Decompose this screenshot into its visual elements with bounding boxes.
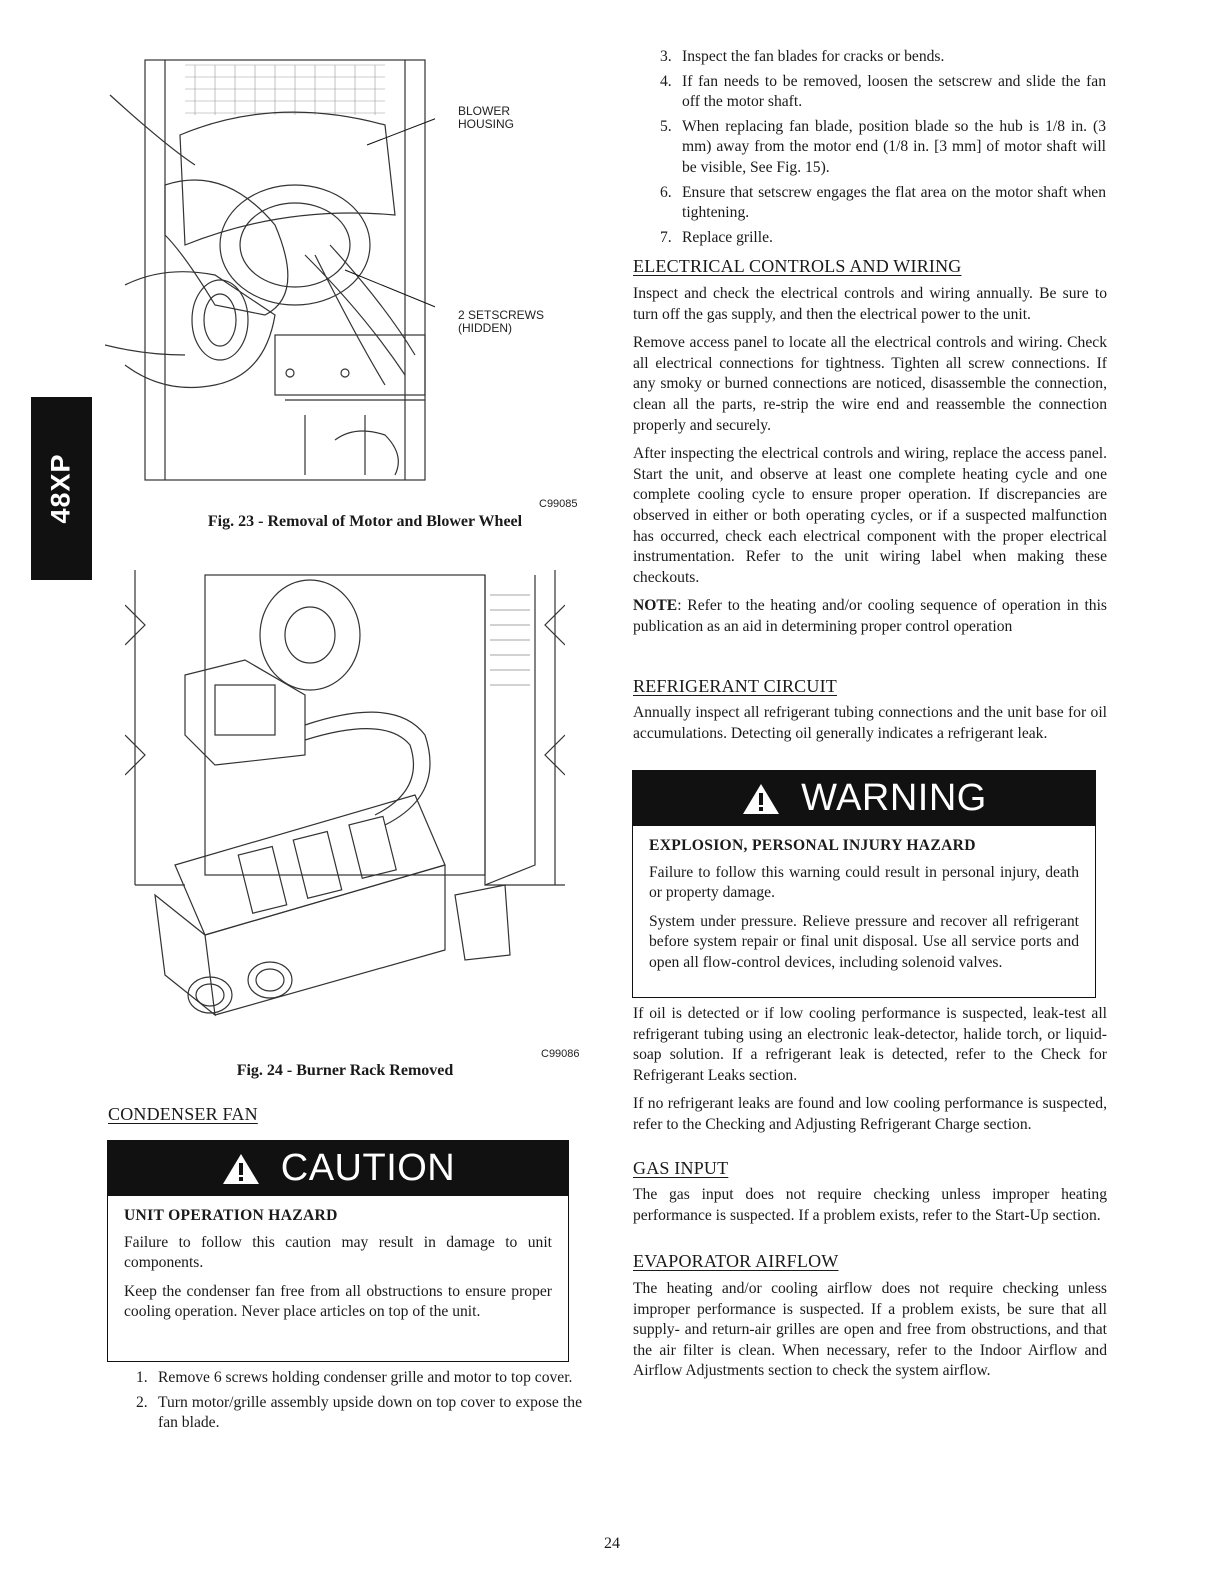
callout-setscrews	[458, 309, 544, 335]
list-item: 7. Replace grille.	[660, 228, 773, 246]
warning-p2: System under pressure. Relieve pressure and recover all refrigerant before system repair or final unit disposal. Use all service ports and open all flow-control devices, including solenoid valves.	[649, 912, 1079, 971]
electrical-note	[633, 596, 1107, 637]
electrical-p1: Inspect and check the electrical controls and wiring annually. Be sure to turn off the gas supply, and then the electrical power to the unit.	[633, 285, 1107, 323]
warning-triangle-icon	[741, 782, 781, 816]
warning-p1: Failure to follow this warning could result in personal injury, death or property damage.	[649, 863, 1079, 902]
list-item: 1. Remove 6 screws holding condenser grille and motor to top cover.	[136, 1369, 573, 1386]
note-label: NOTE	[633, 597, 678, 615]
side-tab	[31, 397, 92, 580]
caution-banner	[108, 1141, 568, 1196]
callout-blower-line2: HOUSING	[458, 117, 515, 131]
figure-24-illustration	[125, 565, 565, 1045]
caution-title: UNIT OPERATION HAZARD	[124, 1207, 338, 1224]
warning-title: EXPLOSION, PERSONAL INJURY HAZARD	[649, 837, 976, 854]
electrical-p2: Remove access panel to locate all the electrical controls and wiring. Check all electrical connections for tightness. Tighten all screw connections. If any smoky or burned connections are noticed, disassemble the connection, clean all the parts, re-strip the wire end and reassemble the connection properly and securely.	[633, 334, 1107, 434]
callout-setscrews-line2: (HIDDEN)	[458, 321, 512, 335]
evap-airflow-text	[633, 1279, 1107, 1390]
callout-blower-line1: BLOWER	[458, 104, 511, 118]
caution-p2: Keep the condenser fan free from all obstructions to ensure proper cooling operation. Never place articles on top of the unit.	[124, 1282, 552, 1321]
gas-input-p1: The gas input does not require checking unless improper heating performance is suspected. If a problem exists, refer to the Start-Up section.	[633, 1186, 1107, 1224]
heading-refrigerant: REFRIGERANT CIRCUIT	[633, 676, 837, 696]
heading-electrical: ELECTRICAL CONTROLS AND WIRING	[633, 256, 962, 276]
list-item: 6. Ensure that setscrew engages the flat area on the motor shaft when tightening.	[660, 183, 1106, 222]
warning-label: WARNING	[801, 777, 987, 819]
refrigerant-p3: If no refrigerant leaks are found and low cooling performance is suspected, refer to the Checking and Adjusting Refrigerant Charge section.	[633, 1095, 1107, 1133]
condenser-steps-left	[124, 1368, 582, 1434]
electrical-p3: After inspecting the electrical controls and wiring, replace the access panel. Start the unit, and observe at least one complete heating cycle and one complete cooling cycle to ensure proper operation. If discrepancies are observed in either or both operating cycles, or if a suspected malfunction has occurred, check each electrical component with the proper electrical instrumentation. Refer to the unit wiring label when making these checkouts.	[633, 445, 1107, 586]
caution-body	[108, 1196, 568, 1339]
page-number: 24	[604, 1535, 620, 1552]
refrigerant-p1: Annually inspect all refrigerant tubing connections and the unit base for oil accumulations. Detecting oil generally indicates a refrigerant leak.	[633, 704, 1107, 742]
heading-condenser-fan: CONDENSER FAN	[108, 1104, 258, 1124]
list-item: 5. When replacing fan blade, position blade so the hub is 1/8 in. (3 mm) away from the motor end (1/8 in. [3 mm] of motor shaft will be visible, See Fig. 15).	[660, 117, 1106, 176]
figure-23-code: C99085	[539, 498, 578, 510]
heading-evaporator-airflow: EVAPORATOR AIRFLOW	[633, 1251, 839, 1271]
figure-24-caption: Fig. 24 - Burner Rack Removed	[236, 1062, 454, 1079]
list-item: 4. If fan needs to be removed, loosen the setscrew and slide the fan off the motor shaft.	[660, 72, 1106, 111]
figure-23-illustration	[105, 55, 435, 487]
list-item: 2. Turn motor/grille assembly upside down on top cover to expose the fan blade.	[136, 1393, 582, 1432]
heading-gas-input: GAS INPUT	[633, 1158, 729, 1178]
caution-p1: Failure to follow this caution may result in damage to unit components.	[124, 1233, 552, 1272]
figure-23-caption: Fig. 23 - Removal of Motor and Blower Wheel	[207, 513, 523, 530]
warning-banner	[633, 771, 1095, 826]
warning-box	[632, 770, 1096, 998]
refrigerant-p2: If oil is detected or if low cooling performance is suspected, leak-test all refrigerant tubing using an electronic leak-detector, halide torch, or liquid-soap solution. If a refrigerant leak is detected, refer to the Check for Refrigerant Leaks section.	[633, 1005, 1107, 1084]
blower-motor-drawing	[105, 55, 435, 487]
note-text: : Refer to the heating and/or cooling sequence of operation in this publication as an aid in determining proper control operation	[633, 597, 1107, 635]
callout-setscrews-line1: 2 SETSCREWS	[458, 308, 545, 322]
burner-rack-drawing	[125, 565, 565, 1045]
evap-airflow-p1: The heating and/or cooling airflow does not require checking unless improper performance is suspected. If a problem exists, be sure that all supply- and return-air grilles are open and free from obstructions, and that the air filter is clean. When necessary, refer to the Indoor Airflow and Airflow Adjustments section to check the system airflow.	[633, 1280, 1107, 1380]
refrigerant-text	[633, 703, 1107, 752]
side-tab-label: 48XP	[46, 453, 76, 524]
warning-body	[633, 826, 1095, 990]
warning-triangle-icon	[221, 1152, 261, 1186]
figure-24-code: C99086	[541, 1048, 580, 1060]
callout-blower-housing	[458, 105, 514, 131]
refrigerant-text-2	[633, 1004, 1107, 1144]
electrical-text	[633, 284, 1107, 646]
caution-box	[107, 1140, 569, 1362]
gas-input-text	[633, 1185, 1107, 1234]
caution-label: CAUTION	[280, 1147, 456, 1189]
list-item: 3. Inspect the fan blades for cracks or bends.	[660, 48, 945, 65]
condenser-steps-right	[648, 47, 1106, 248]
